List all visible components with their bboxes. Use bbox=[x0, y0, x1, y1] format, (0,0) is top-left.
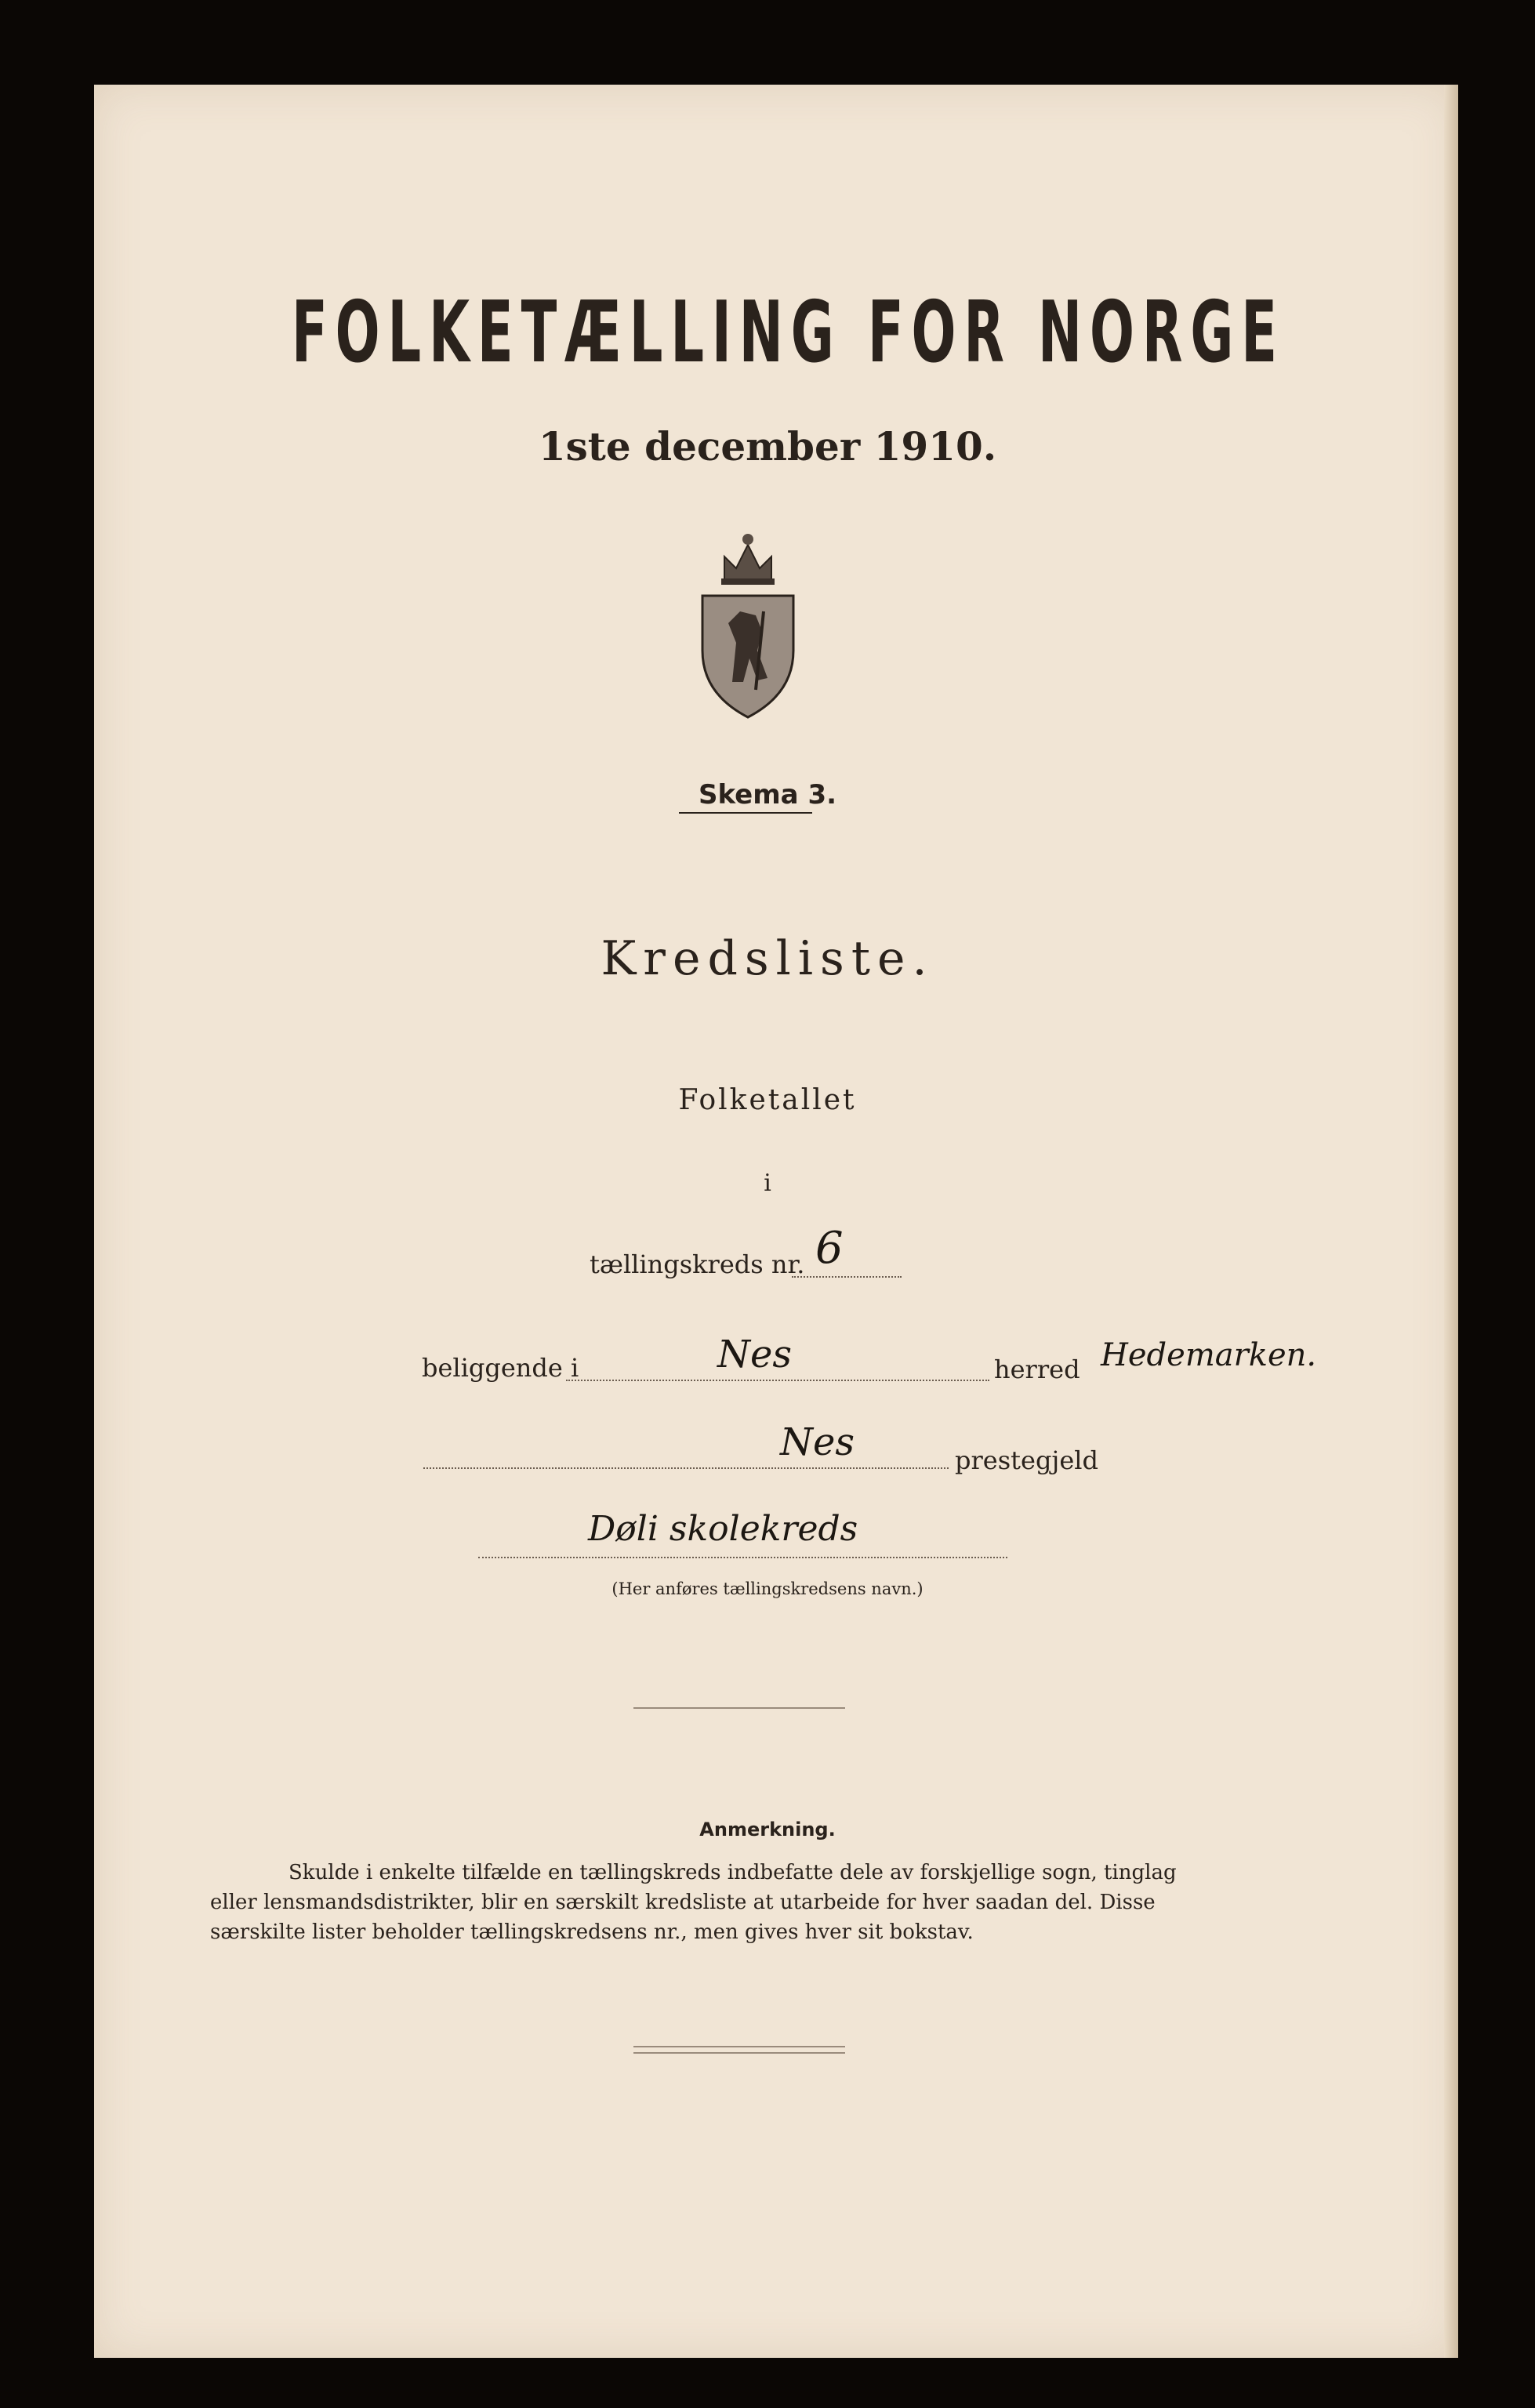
county-value: Hedemarken. bbox=[1101, 1337, 1317, 1373]
kreds-number-label: tællingskreds nr. bbox=[590, 1249, 805, 1279]
kreds-name-field-line bbox=[478, 1557, 1007, 1558]
preposition-i: i bbox=[764, 1170, 771, 1197]
folketallet-label: Folketallet bbox=[678, 1084, 857, 1116]
prestegjeld-label: prestegjeld bbox=[955, 1445, 1098, 1475]
beliggende-label: beliggende i bbox=[422, 1353, 579, 1383]
bottom-divider bbox=[633, 2052, 845, 2054]
norway-coat-of-arms-icon bbox=[693, 525, 803, 721]
remark-line: Skulde i enkelte tilfælde en tællingskreds indbefatte dele av forskjellige sogn, tinglag bbox=[288, 1861, 1177, 1884]
prestegjeld-field-line bbox=[423, 1467, 949, 1469]
herred-value: Nes bbox=[717, 1333, 793, 1376]
kreds-name-instruction: (Her anføres tællingskredsens navn.) bbox=[611, 1579, 924, 1598]
kreds-name-value: Døli skolekreds bbox=[588, 1509, 858, 1549]
remark-line: eller lensmandsdistrikter, blir en særskilt kredsliste at utarbeide for hver saadan del. Disse bbox=[210, 1891, 1156, 1914]
kreds-number-field-line bbox=[792, 1276, 902, 1278]
remark-line: særskilte lister beholder tællingskredsens nr., men gives hver sit bokstav. bbox=[210, 1920, 974, 1944]
kreds-number-value: 6 bbox=[815, 1223, 844, 1274]
remark-heading: Anmerkning. bbox=[699, 1819, 836, 1840]
bottom-divider bbox=[633, 2046, 845, 2047]
herred-field-line bbox=[566, 1380, 989, 1381]
schema-label: Skema 3. bbox=[698, 779, 837, 811]
schema-underline bbox=[679, 812, 812, 814]
prestegjeld-value: Nes bbox=[780, 1420, 855, 1464]
form-heading: Kredsliste. bbox=[601, 931, 934, 986]
census-date: 1ste december 1910. bbox=[538, 423, 997, 470]
divider bbox=[633, 1707, 845, 1709]
herred-label: herred bbox=[994, 1354, 1080, 1384]
document-title: FOLKETÆLLING FOR NORGE bbox=[292, 284, 1285, 382]
